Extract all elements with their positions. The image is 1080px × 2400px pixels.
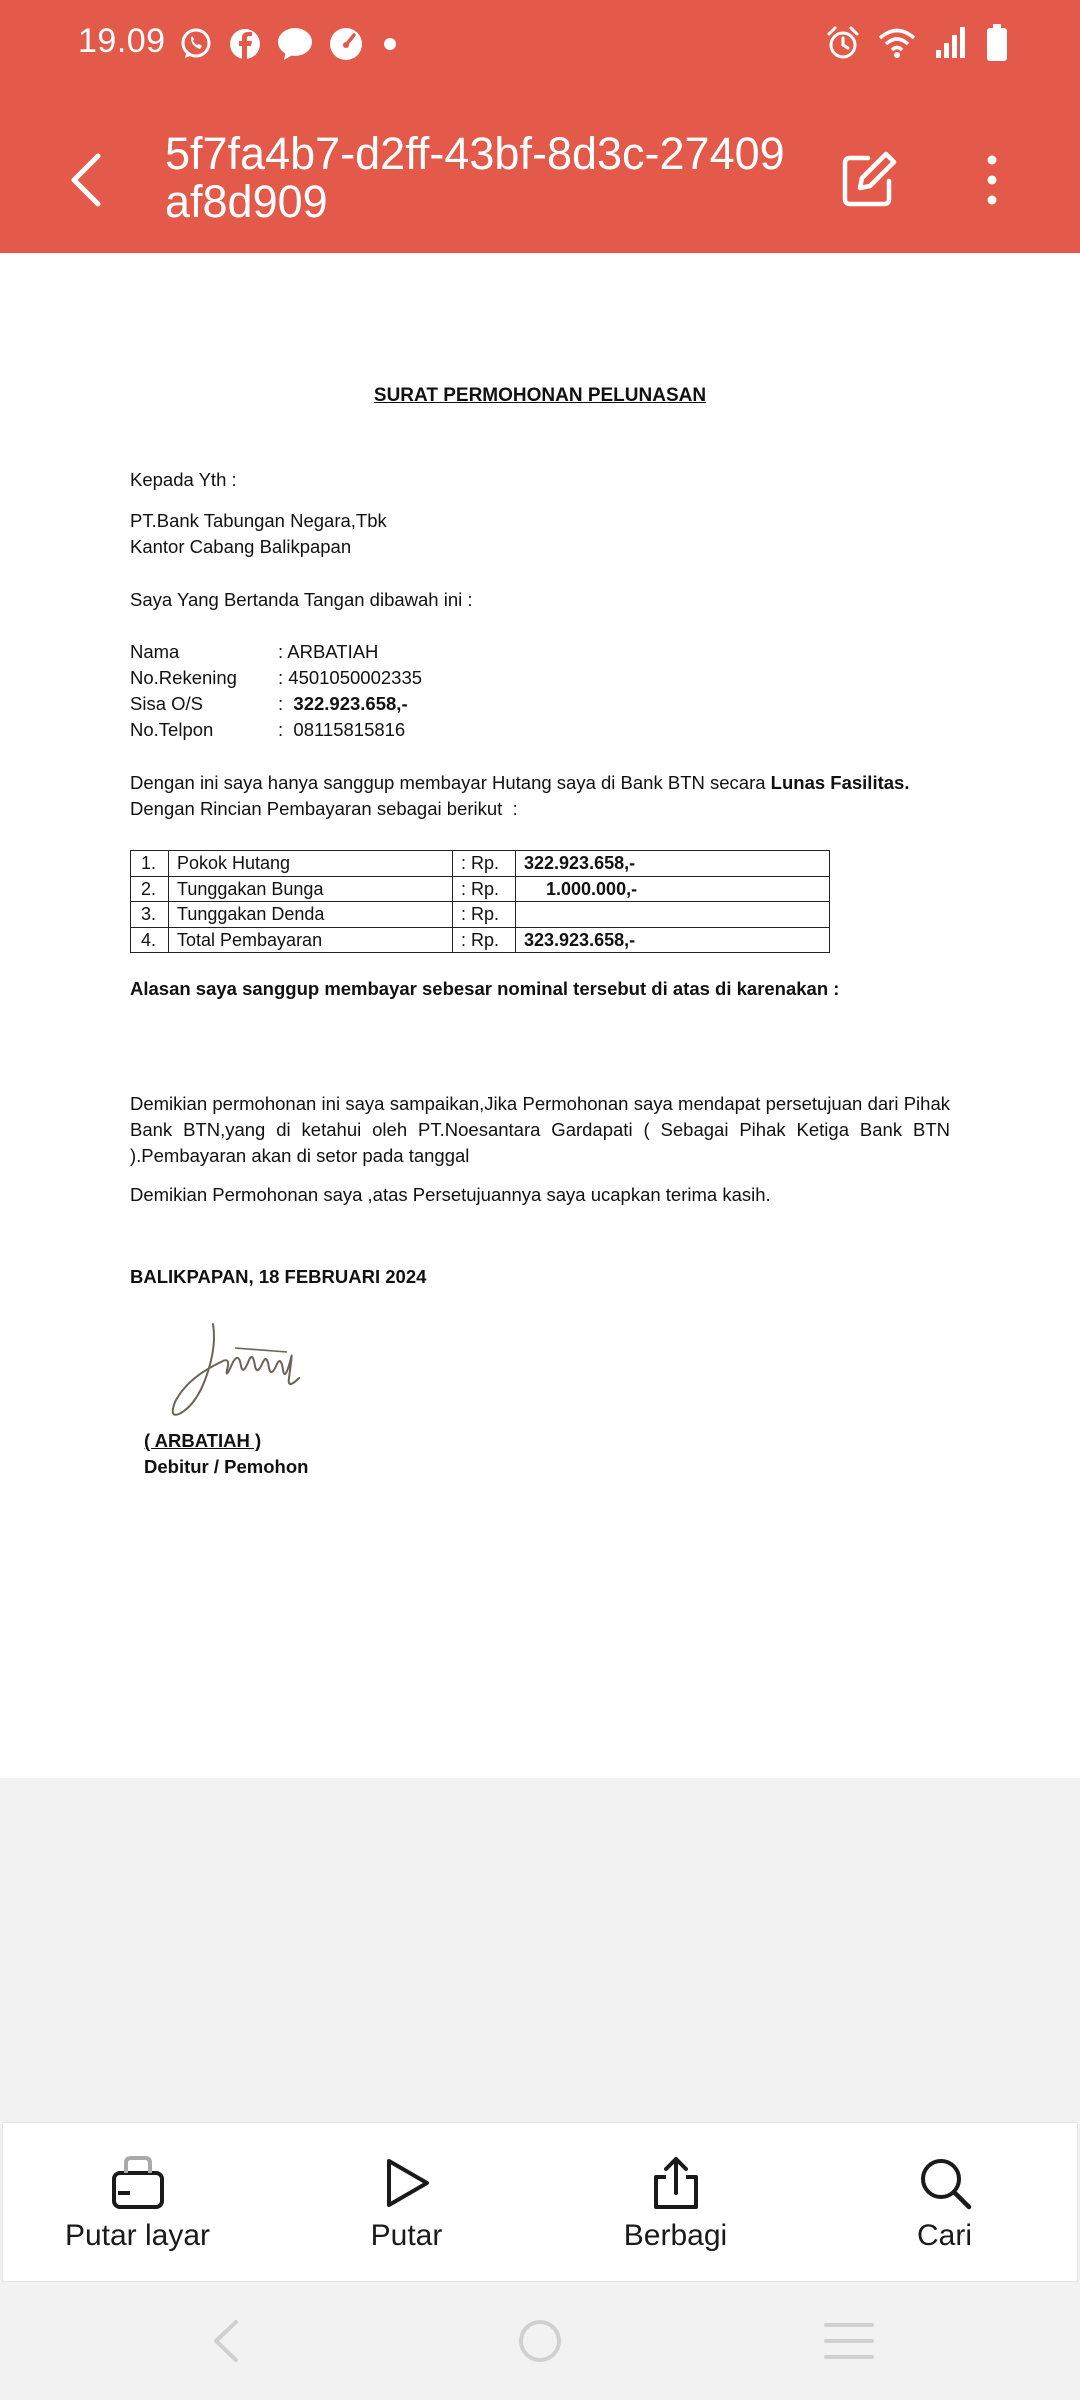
- status-time: 19.09: [78, 22, 166, 60]
- whatsapp-icon: [178, 26, 214, 62]
- statement-line: Dengan ini saya hanya sanggup membayar Hutang saya di Bank BTN secara Lunas Fasilitas.: [130, 772, 910, 793]
- play-button[interactable]: [272, 2123, 541, 2283]
- closing-paragraph: Demikian permohonan ini saya sampaikan,Jika Permohonan saya mendapat persetujuan dari Pihak Bank BTN,yang di ketahui oleh PT.Noesantara Gardapati ( Sebagai Pihak Ketiga Bank BTN ).Pembayaran akan di setor pada tanggal: [130, 1093, 950, 1166]
- system-icons: [826, 22, 1008, 64]
- reason-line: Alasan saya sanggup membayar sebesar nominal tersebut di atas di karenakan :: [130, 978, 840, 999]
- document-title: 5f7fa4b7-d2ff-43bf-8d3c-27409af8d909: [165, 128, 785, 227]
- signer-name: ( ARBATIAH ): [144, 1430, 262, 1451]
- thanks-line: Demikian Permohonan saya ,atas Persetujuannya saya ucapkan terima kasih.: [130, 1184, 771, 1205]
- share-label: Berbagi: [623, 2219, 728, 2252]
- nav-recents-icon[interactable]: [824, 2321, 874, 2361]
- app-bar: [0, 120, 1080, 250]
- play-label: Putar: [370, 2219, 443, 2252]
- table-row: 4. Total Pembayaran : Rp. 323.923.658,-: [131, 927, 830, 953]
- share-icon: [648, 2155, 704, 2211]
- field-label: Sisa O/S: [130, 693, 203, 714]
- letter-heading: SURAT PERMOHONAN PELUNASAN: [373, 385, 707, 406]
- battery-icon: [986, 24, 1008, 62]
- speed-icon: [328, 26, 364, 62]
- search-button[interactable]: [810, 2123, 1079, 2283]
- share-button[interactable]: [541, 2123, 810, 2283]
- messenger-icon: [276, 26, 314, 62]
- facebook-icon: [228, 27, 262, 61]
- rotate-screen-button[interactable]: [3, 2123, 272, 2283]
- field-value: 322.923.658,-: [293, 693, 408, 714]
- bottom-toolbar: [2, 2122, 1078, 2282]
- top-bar: [0, 0, 1080, 253]
- back-arrow-icon[interactable]: [58, 150, 118, 210]
- field-value: : ARBATIAH: [278, 641, 379, 662]
- rotate-screen-icon: [110, 2155, 166, 2211]
- branch-name: Kantor Cabang Balikpapan: [130, 536, 352, 557]
- table-row: 3. Tunggakan Denda : Rp.: [131, 902, 830, 928]
- bank-name: PT.Bank Tabungan Negara,Tbk: [130, 510, 387, 531]
- search-label: Cari: [916, 2219, 972, 2252]
- alarm-icon: [826, 25, 860, 61]
- system-nav-bar: [0, 2283, 1080, 2400]
- field-row: [130, 666, 422, 690]
- document-page: [0, 253, 1080, 1778]
- details-intro: Dengan Rincian Pembayaran sebagai berikut :: [130, 798, 518, 819]
- field-row: [130, 718, 405, 742]
- nav-back-icon[interactable]: [208, 2318, 242, 2364]
- field-prefix: :: [278, 693, 294, 714]
- edit-icon[interactable]: [838, 150, 898, 210]
- field-label: Nama: [130, 641, 180, 662]
- nav-home-icon[interactable]: [516, 2317, 564, 2365]
- place-date: BALIKPAPAN, 18 FEBRUARI 2024: [130, 1266, 427, 1287]
- field-row: [130, 640, 378, 664]
- field-label: No.Telpon: [130, 719, 214, 740]
- more-options-icon[interactable]: [972, 150, 1012, 210]
- field-value: : 4501050002335: [278, 667, 423, 688]
- table-row: 1. Pokok Hutang : Rp. 322.923.658,-: [131, 851, 830, 877]
- field-value: : 08115815816: [278, 719, 406, 740]
- notification-icons: [178, 24, 402, 64]
- table-row: 2. Tunggakan Bunga : Rp. 1.000.000,-: [131, 876, 830, 902]
- status-bar: [0, 0, 1080, 86]
- rotate-screen-label: Putar layar: [64, 2219, 211, 2252]
- to-line: Kepada Yth :: [130, 469, 237, 490]
- intro-line: Saya Yang Bertanda Tangan dibawah ini :: [130, 589, 473, 610]
- field-row: [130, 692, 408, 716]
- play-icon: [379, 2155, 435, 2211]
- field-label: No.Rekening: [130, 667, 237, 688]
- payment-table: [130, 850, 830, 953]
- signer-role: Debitur / Pemohon: [144, 1456, 309, 1477]
- wifi-icon: [878, 26, 916, 60]
- dot-icon: [378, 26, 402, 62]
- search-icon: [917, 2155, 973, 2211]
- signal-icon: [934, 26, 968, 60]
- signature: [165, 1318, 315, 1428]
